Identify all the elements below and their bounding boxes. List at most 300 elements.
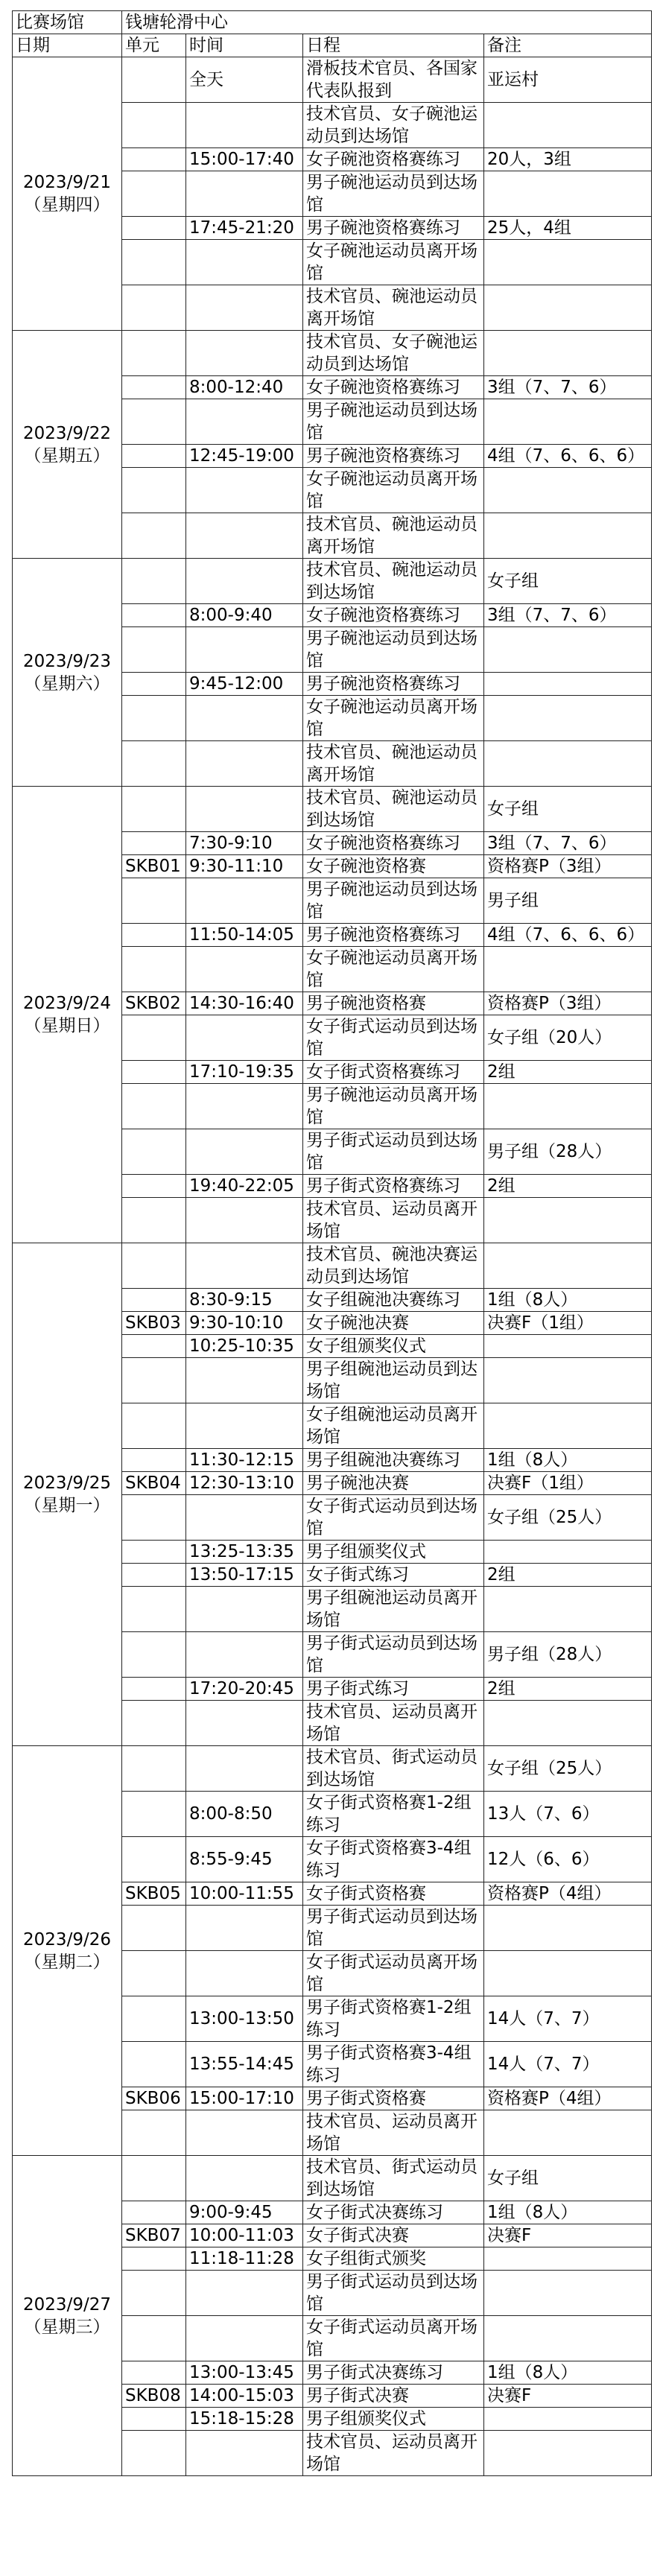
unit-cell — [122, 285, 186, 331]
event-cell: 男子碗池运动员到达场馆 — [303, 627, 484, 673]
time-cell: 8:55-9:45 — [186, 1837, 303, 1882]
unit-cell — [122, 1996, 186, 2042]
time-cell — [186, 627, 303, 673]
note-cell: 13人（7、6） — [484, 1792, 652, 1837]
time-cell: 15:00-17:40 — [186, 148, 303, 171]
unit-cell — [122, 1678, 186, 1701]
note-cell — [484, 2110, 652, 2156]
unit-cell — [122, 741, 186, 787]
event-cell: 男子街式资格赛3-4组练习 — [303, 2042, 484, 2087]
event-cell: 技术官员、运动员离开场馆 — [303, 2110, 484, 2156]
unit-cell — [122, 331, 186, 376]
time-cell — [186, 399, 303, 445]
event-cell: 男子街式资格赛 — [303, 2087, 484, 2110]
unit-cell — [122, 1587, 186, 1632]
time-cell: 全天 — [186, 57, 303, 103]
time-cell: 10:25-10:35 — [186, 1335, 303, 1358]
time-cell: 14:30-16:40 — [186, 992, 303, 1015]
unit-cell — [122, 376, 186, 399]
note-cell: 25人，4组 — [484, 217, 652, 240]
time-cell — [186, 2271, 303, 2316]
unit-cell — [122, 947, 186, 992]
note-cell: 1组（8人） — [484, 1449, 652, 1472]
weekday-text: （星期三） — [24, 2317, 110, 2337]
event-cell: 技术官员、女子碗池运动员到达场馆 — [303, 103, 484, 148]
unit-cell — [122, 673, 186, 696]
event-cell: 女子碗池运动员离开场馆 — [303, 947, 484, 992]
unit-cell — [122, 217, 186, 240]
weekday-text: （星期二） — [24, 1952, 110, 1972]
unit-cell — [122, 627, 186, 673]
time-cell — [186, 1906, 303, 1951]
note-cell — [484, 1906, 652, 1951]
schedule-row — [13, 1243, 652, 1289]
event-cell: 男子组碗池运动员到达场馆 — [303, 1358, 484, 1403]
event-cell: 技术官员、运动员离开场馆 — [303, 1198, 484, 1243]
event-cell: 男子碗池资格赛练习 — [303, 673, 484, 696]
event-cell: 女子街式资格赛练习 — [303, 1061, 484, 1084]
unit-cell — [122, 399, 186, 445]
unit-cell — [122, 1198, 186, 1243]
time-cell — [186, 947, 303, 992]
date-text: 2023/9/27 — [23, 2294, 111, 2315]
note-cell — [484, 2431, 652, 2476]
note-cell — [484, 1951, 652, 1996]
event-cell: 女子碗池资格赛练习 — [303, 376, 484, 399]
event-cell: 技术官员、碗池运动员离开场馆 — [303, 513, 484, 559]
time-cell: 8:30-9:15 — [186, 1289, 303, 1312]
note-cell: 女子组（25人） — [484, 1495, 652, 1541]
time-cell — [186, 787, 303, 832]
event-cell: 女子街式资格赛 — [303, 1882, 484, 1906]
event-cell: 男子街式资格赛1-2组练习 — [303, 1996, 484, 2042]
note-cell — [484, 673, 652, 696]
unit-cell — [122, 2271, 186, 2316]
unit-cell — [122, 171, 186, 217]
note-cell — [484, 947, 652, 992]
note-cell — [484, 171, 652, 217]
venue-row — [13, 11, 652, 34]
time-cell: 11:18-11:28 — [186, 2247, 303, 2271]
unit-cell — [122, 1243, 186, 1289]
note-cell — [484, 285, 652, 331]
event-cell: 男子街式资格赛练习 — [303, 1175, 484, 1198]
note-cell: 3组（7、7、6） — [484, 604, 652, 627]
unit-cell — [122, 1335, 186, 1358]
unit-cell — [122, 1837, 186, 1882]
event-cell: 技术官员、女子碗池运动员到达场馆 — [303, 331, 484, 376]
schedule-table — [12, 10, 652, 2476]
event-cell: 女子组碗池决赛练习 — [303, 1289, 484, 1312]
note-cell: 男子组 — [484, 878, 652, 924]
schedule-row — [13, 331, 652, 376]
event-cell: 男子碗池资格赛练习 — [303, 217, 484, 240]
note-cell: 4组（7、6、6、6） — [484, 924, 652, 947]
event-cell: 男子碗池运动员到达场馆 — [303, 171, 484, 217]
unit-cell — [122, 1061, 186, 1084]
note-cell — [484, 696, 652, 741]
weekday-text: （星期六） — [24, 673, 110, 694]
unit-cell — [122, 878, 186, 924]
note-cell: 决赛F — [484, 2224, 652, 2247]
event-cell: 女子街式运动员到达场馆 — [303, 1495, 484, 1541]
weekday-text: （星期四） — [24, 195, 110, 215]
event-cell: 女子碗池决赛 — [303, 1312, 484, 1335]
unit-cell — [122, 1701, 186, 1746]
venue-label: 比赛场馆 — [13, 11, 122, 34]
note-cell: 决赛F（1组） — [484, 1472, 652, 1495]
time-cell — [186, 1632, 303, 1678]
unit-cell — [122, 696, 186, 741]
unit-cell — [122, 1906, 186, 1951]
event-cell: 女子碗池资格赛练习 — [303, 832, 484, 855]
unit-cell — [122, 1541, 186, 1564]
unit-cell — [122, 1358, 186, 1403]
time-cell — [186, 1198, 303, 1243]
unit-cell — [122, 1746, 186, 1792]
unit-cell — [122, 2156, 186, 2201]
time-cell: 13:25-13:35 — [186, 1541, 303, 1564]
note-cell — [484, 331, 652, 376]
time-cell — [186, 1951, 303, 1996]
note-cell — [484, 1335, 652, 1358]
unit-cell — [122, 924, 186, 947]
time-cell: 10:00-11:55 — [186, 1882, 303, 1906]
time-cell — [186, 468, 303, 513]
time-cell: 13:00-13:50 — [186, 1996, 303, 2042]
event-cell: 男子碗池资格赛练习 — [303, 924, 484, 947]
event-cell: 男子组碗池决赛练习 — [303, 1449, 484, 1472]
date-cell — [13, 559, 122, 787]
unit-cell — [122, 2361, 186, 2385]
header-time: 时间 — [186, 34, 303, 57]
unit-cell — [122, 832, 186, 855]
unit-cell — [122, 1951, 186, 1996]
time-cell: 13:00-13:45 — [186, 2361, 303, 2385]
time-cell: 15:18-15:28 — [186, 2408, 303, 2431]
note-cell: 3组（7、7、6） — [484, 832, 652, 855]
note-cell — [484, 103, 652, 148]
unit-cell — [122, 2408, 186, 2431]
event-cell: 女子组颁奖仪式 — [303, 1335, 484, 1358]
event-cell: 女子街式练习 — [303, 1564, 484, 1587]
header-row — [13, 34, 652, 57]
note-cell — [484, 1198, 652, 1243]
time-cell: 9:00-9:45 — [186, 2201, 303, 2224]
date-cell — [13, 2156, 122, 2476]
note-cell: 资格赛P（4组） — [484, 1882, 652, 1906]
event-cell: 女子街式资格赛1-2组练习 — [303, 1792, 484, 1837]
event-cell: 男子街式运动员到达场馆 — [303, 1632, 484, 1678]
date-cell — [13, 331, 122, 559]
note-cell — [484, 1587, 652, 1632]
date-text: 2023/9/26 — [23, 1929, 111, 1950]
unit-cell — [122, 2201, 186, 2224]
time-cell: 9:30-10:10 — [186, 1312, 303, 1335]
time-cell: 8:00-8:50 — [186, 1792, 303, 1837]
unit-cell — [122, 1403, 186, 1449]
time-cell — [186, 1358, 303, 1403]
note-cell: 12人（6、6） — [484, 1837, 652, 1882]
weekday-text: （星期日） — [24, 1016, 110, 1035]
event-cell: 女子街式决赛练习 — [303, 2201, 484, 2224]
note-cell — [484, 2316, 652, 2361]
unit-cell — [122, 1564, 186, 1587]
note-cell: 2组 — [484, 1175, 652, 1198]
event-cell: 女子碗池运动员离开场馆 — [303, 240, 484, 285]
unit-cell — [122, 2431, 186, 2476]
time-cell — [186, 171, 303, 217]
unit-cell — [122, 1632, 186, 1678]
unit-cell — [122, 1289, 186, 1312]
note-cell: 亚运村 — [484, 57, 652, 103]
note-cell — [484, 1243, 652, 1289]
event-cell: 男子组颁奖仪式 — [303, 1541, 484, 1564]
unit-cell — [122, 468, 186, 513]
note-cell: 20人，3组 — [484, 148, 652, 171]
note-cell: 1组（8人） — [484, 2201, 652, 2224]
unit-cell — [122, 604, 186, 627]
unit-cell — [122, 1449, 186, 1472]
unit-cell — [122, 445, 186, 468]
event-cell: 女子组碗池运动员离开场馆 — [303, 1403, 484, 1449]
time-cell: 17:20-20:45 — [186, 1678, 303, 1701]
time-cell: 15:00-17:10 — [186, 2087, 303, 2110]
weekday-text: （星期五） — [24, 445, 110, 466]
time-cell: 13:55-14:45 — [186, 2042, 303, 2087]
date-text: 2023/9/25 — [23, 1473, 111, 1493]
event-cell: 技术官员、碗池决赛运动员到达场馆 — [303, 1243, 484, 1289]
note-cell — [484, 468, 652, 513]
event-cell: 女子街式运动员离开场馆 — [303, 1951, 484, 1996]
unit-cell — [122, 148, 186, 171]
note-cell — [484, 627, 652, 673]
time-cell — [186, 696, 303, 741]
unit-cell — [122, 1495, 186, 1541]
time-cell — [186, 2156, 303, 2201]
schedule-row — [13, 1746, 652, 1792]
note-cell: 2组 — [484, 1564, 652, 1587]
time-cell — [186, 2431, 303, 2476]
unit-cell — [122, 1792, 186, 1837]
time-cell — [186, 1746, 303, 1792]
note-cell — [484, 741, 652, 787]
event-cell: 男子碗池运动员到达场馆 — [303, 399, 484, 445]
time-cell: 7:30-9:10 — [186, 832, 303, 855]
event-cell: 男子街式运动员到达场馆 — [303, 2271, 484, 2316]
time-cell — [186, 513, 303, 559]
note-cell — [484, 2247, 652, 2271]
time-cell — [186, 103, 303, 148]
note-cell: 男子组（28人） — [484, 1632, 652, 1678]
time-cell: 8:00-9:40 — [186, 604, 303, 627]
unit-cell — [122, 103, 186, 148]
event-cell: 女子碗池资格赛 — [303, 855, 484, 878]
event-cell: 技术官员、碗池运动员离开场馆 — [303, 285, 484, 331]
time-cell — [186, 1701, 303, 1746]
event-cell: 男子街式决赛 — [303, 2385, 484, 2408]
note-cell — [484, 1358, 652, 1403]
time-cell: 10:00-11:03 — [186, 2224, 303, 2247]
event-cell: 女子街式运动员到达场馆 — [303, 1015, 484, 1061]
unit-cell — [122, 1015, 186, 1061]
unit-cell — [122, 57, 186, 103]
unit-cell — [122, 1175, 186, 1198]
time-cell — [186, 331, 303, 376]
schedule-row — [13, 787, 652, 832]
note-cell: 2组 — [484, 1061, 652, 1084]
time-cell: 11:30-12:15 — [186, 1449, 303, 1472]
note-cell: 资格赛P（4组） — [484, 2087, 652, 2110]
note-cell — [484, 240, 652, 285]
event-cell: 男子组碗池运动员离开场馆 — [303, 1587, 484, 1632]
time-cell — [186, 1495, 303, 1541]
time-cell — [186, 559, 303, 604]
unit-cell — [122, 1084, 186, 1129]
time-cell — [186, 1243, 303, 1289]
unit-cell — [122, 513, 186, 559]
event-cell: 男子碗池资格赛练习 — [303, 445, 484, 468]
note-cell: 女子组 — [484, 2156, 652, 2201]
event-cell: 男子街式运动员到达场馆 — [303, 1906, 484, 1951]
note-cell: 4组（7、6、6、6） — [484, 445, 652, 468]
event-cell: 女子组街式颁奖 — [303, 2247, 484, 2271]
event-cell: 女子碗池运动员离开场馆 — [303, 468, 484, 513]
time-cell — [186, 2316, 303, 2361]
event-cell: 技术官员、碗池运动员离开场馆 — [303, 741, 484, 787]
time-cell — [186, 285, 303, 331]
unit-cell — [122, 2110, 186, 2156]
event-cell: 技术官员、碗池运动员到达场馆 — [303, 787, 484, 832]
time-cell — [186, 741, 303, 787]
unit-cell — [122, 2316, 186, 2361]
event-cell: 女子街式决赛 — [303, 2224, 484, 2247]
time-cell: 8:00-12:40 — [186, 376, 303, 399]
event-cell: 技术官员、街式运动员到达场馆 — [303, 2156, 484, 2201]
unit-cell: SKB02 — [122, 992, 186, 1015]
unit-cell — [122, 2042, 186, 2087]
time-cell — [186, 2110, 303, 2156]
note-cell: 14人（7、7） — [484, 1996, 652, 2042]
time-cell: 13:50-17:15 — [186, 1564, 303, 1587]
unit-cell: SKB04 — [122, 1472, 186, 1495]
event-cell: 女子碗池运动员离开场馆 — [303, 696, 484, 741]
note-cell — [484, 1701, 652, 1746]
time-cell: 14:00-15:03 — [186, 2385, 303, 2408]
note-cell — [484, 2408, 652, 2431]
note-cell: 14人（7、7） — [484, 2042, 652, 2087]
time-cell — [186, 1403, 303, 1449]
schedule-row — [13, 57, 652, 103]
time-cell: 12:30-13:10 — [186, 1472, 303, 1495]
unit-cell: SKB01 — [122, 855, 186, 878]
event-cell: 女子街式资格赛3-4组练习 — [303, 1837, 484, 1882]
venue-name: 钱塘轮滑中心 — [122, 11, 652, 34]
date-cell — [13, 57, 122, 331]
unit-cell: SKB05 — [122, 1882, 186, 1906]
header-schedule: 日程 — [303, 34, 484, 57]
note-cell — [484, 1084, 652, 1129]
event-cell: 女子街式运动员离开场馆 — [303, 2316, 484, 2361]
note-cell: 决赛F — [484, 2385, 652, 2408]
unit-cell: SKB07 — [122, 2224, 186, 2247]
note-cell: 女子组（25人） — [484, 1746, 652, 1792]
event-cell: 男子碗池运动员离开场馆 — [303, 1084, 484, 1129]
event-cell: 男子碗池决赛 — [303, 1472, 484, 1495]
note-cell: 资格赛P（3组） — [484, 992, 652, 1015]
time-cell: 12:45-19:00 — [186, 445, 303, 468]
time-cell: 19:40-22:05 — [186, 1175, 303, 1198]
time-cell — [186, 1015, 303, 1061]
note-cell: 1组（8人） — [484, 2361, 652, 2385]
date-text: 2023/9/24 — [23, 994, 111, 1013]
unit-cell: SKB08 — [122, 2385, 186, 2408]
note-cell: 3组（7、7、6） — [484, 376, 652, 399]
event-cell: 技术官员、街式运动员到达场馆 — [303, 1746, 484, 1792]
time-cell — [186, 878, 303, 924]
event-cell: 男子组颁奖仪式 — [303, 2408, 484, 2431]
note-cell: 决赛F（1组） — [484, 1312, 652, 1335]
header-unit: 单元 — [122, 34, 186, 57]
event-cell: 男子街式练习 — [303, 1678, 484, 1701]
unit-cell: SKB06 — [122, 2087, 186, 2110]
date-cell — [13, 1243, 122, 1746]
event-cell: 技术官员、运动员离开场馆 — [303, 1701, 484, 1746]
note-cell: 女子组 — [484, 787, 652, 832]
time-cell: 17:10-19:35 — [186, 1061, 303, 1084]
note-cell — [484, 2271, 652, 2316]
event-cell: 男子街式决赛练习 — [303, 2361, 484, 2385]
time-cell: 17:45-21:20 — [186, 217, 303, 240]
time-cell — [186, 1084, 303, 1129]
time-cell: 9:30-11:10 — [186, 855, 303, 878]
schedule-row — [13, 559, 652, 604]
unit-cell — [122, 787, 186, 832]
header-date: 日期 — [13, 34, 122, 57]
unit-cell — [122, 1129, 186, 1175]
date-text: 2023/9/23 — [23, 651, 111, 671]
note-cell — [484, 513, 652, 559]
time-cell — [186, 1587, 303, 1632]
time-cell — [186, 240, 303, 285]
date-text: 2023/9/22 — [23, 423, 111, 443]
date-text: 2023/9/21 — [23, 173, 111, 192]
unit-cell — [122, 2247, 186, 2271]
weekday-text: （星期一） — [24, 1496, 110, 1515]
time-cell: 11:50-14:05 — [186, 924, 303, 947]
header-notes: 备注 — [484, 34, 652, 57]
schedule-row — [13, 2156, 652, 2201]
date-cell — [13, 787, 122, 1243]
note-cell: 2组 — [484, 1678, 652, 1701]
event-cell: 男子街式运动员到达场馆 — [303, 1129, 484, 1175]
note-cell — [484, 399, 652, 445]
event-cell: 技术官员、运动员离开场馆 — [303, 2431, 484, 2476]
unit-cell — [122, 240, 186, 285]
note-cell: 男子组（28人） — [484, 1129, 652, 1175]
event-cell: 滑板技术官员、各国家代表队报到 — [303, 57, 484, 103]
note-cell: 1组（8人） — [484, 1289, 652, 1312]
unit-cell — [122, 559, 186, 604]
time-cell — [186, 1129, 303, 1175]
event-cell: 技术官员、碗池运动员到达场馆 — [303, 559, 484, 604]
note-cell: 资格赛P（3组） — [484, 855, 652, 878]
time-cell: 9:45-12:00 — [186, 673, 303, 696]
note-cell: 女子组（20人） — [484, 1015, 652, 1061]
unit-cell: SKB03 — [122, 1312, 186, 1335]
event-cell: 女子碗池资格赛练习 — [303, 604, 484, 627]
event-cell: 女子碗池资格赛练习 — [303, 148, 484, 171]
